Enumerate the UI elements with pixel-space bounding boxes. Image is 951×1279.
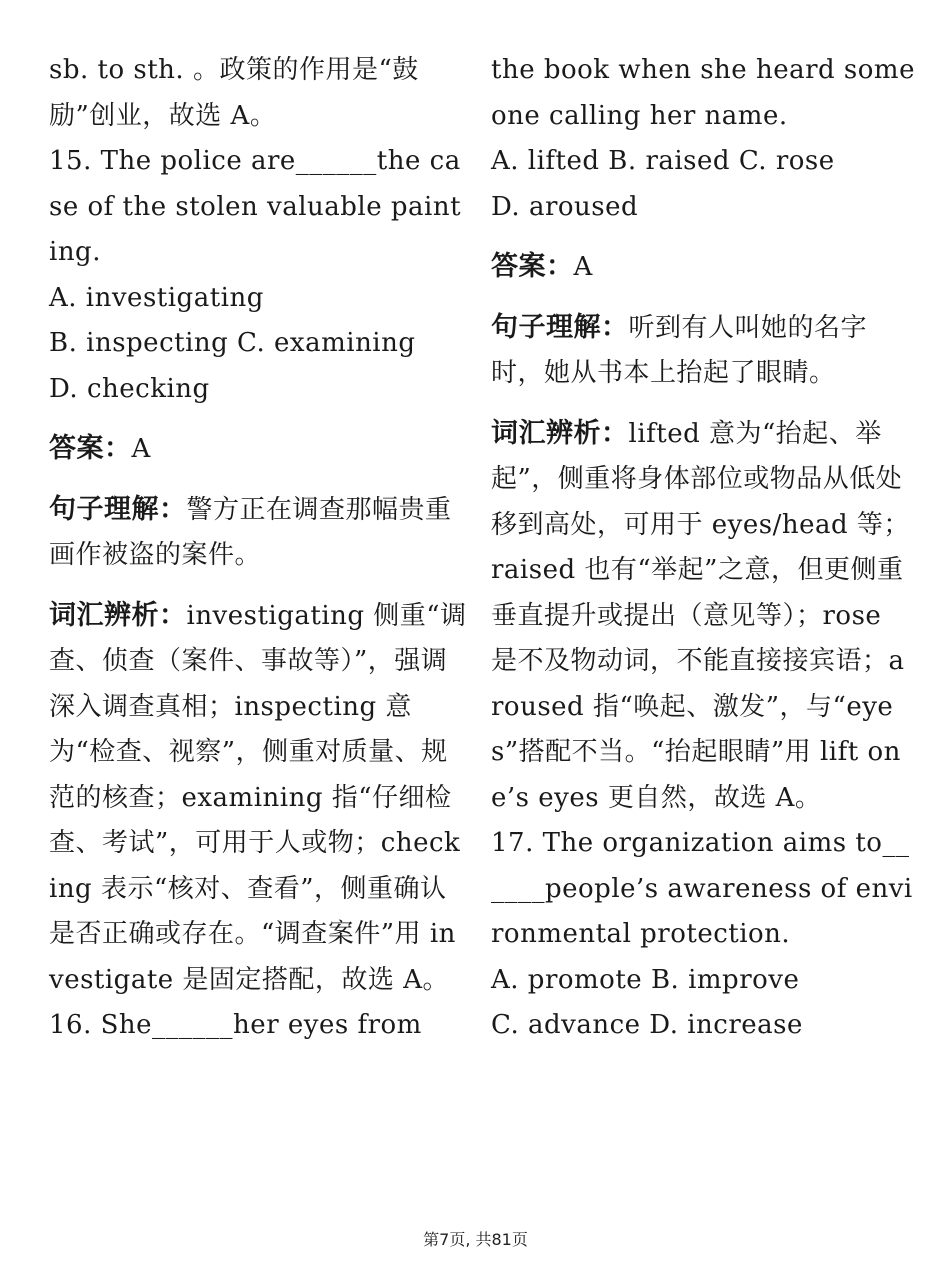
sentence-label: 句子理解： [491, 311, 629, 343]
question-16-vocabulary-analysis [491, 411, 916, 822]
vocab-label: 词汇辨析： [49, 599, 187, 631]
previous-explanation-end: sb. to sth. 。政策的作用是“鼓励”创业，故选 A。 [49, 55, 419, 131]
question-15-answer [49, 426, 469, 473]
question-17-stem: 17. The organization aims to______people’s awareness of environmental protection. [491, 828, 913, 949]
question-16-stem-start: 16. She______her eyes from [49, 1010, 422, 1040]
question-16-option-d: D. aroused [491, 191, 639, 222]
sentence-label: 句子理解： [49, 493, 187, 525]
question-16-options-abc: A. lifted B. raised C. rose [491, 146, 835, 176]
question-16-answer [491, 244, 916, 291]
sentence-text: 警方正在调查那幅贵重画作被盗的案件。 [49, 494, 452, 570]
question-15-vocabulary-analysis [49, 593, 469, 1004]
answer-value: A [131, 434, 151, 464]
page-footer: 第7页, 共81页 [423, 1230, 528, 1249]
question-15-stem: 15. The police are______the case of the stolen valuable painting. [49, 146, 462, 267]
question-15-options-bc: B. inspecting C. examining [49, 328, 416, 358]
question-16-sentence-understanding [491, 305, 916, 397]
question-15-option-d: D. checking [49, 373, 210, 404]
question-17-options-cd: C. advance D. increase [491, 1010, 803, 1040]
question-16-stem-continued: the book when she heard someone calling her name. [491, 55, 915, 131]
question-15-option-a: A. investigating [49, 282, 264, 313]
question-17-options-ab: A. promote B. improve [491, 964, 800, 995]
question-15-sentence-understanding [49, 487, 469, 579]
right-column [491, 48, 916, 1049]
vocab-text: lifted 意为“抬起、举起”，侧重将身体部位或物品从低处移到高处，可用于 eyes/head 等；raised 也有“举起”之意，但更侧重垂直提升或提出（意见等）；rose 是不及物动词，不能直接接宾语；aroused 指“唤起、激发”，与“eyes”搭配不当。“抬起眼睛”用 lift one’s eyes 更自然，故选 A。 [491, 418, 910, 813]
left-column [49, 48, 469, 1049]
vocab-label: 词汇辨析： [491, 417, 629, 449]
answer-label: 答案： [49, 433, 132, 464]
answer-label: 答案： [491, 251, 574, 282]
answer-value: A [573, 252, 593, 282]
sentence-text: 听到有人叫她的名字时，她从书本上抬起了眼睛。 [491, 312, 868, 388]
vocab-text: investigating 侧重“调查、侦查（案件、事故等）”，强调深入调查真相；inspecting 意为“检查、视察”，侧重对质量、规范的核查；examining 指“仔细检查、考试”，可用于人或物；checking 表示“核对、查看”，侧重确认是否正确或存在。“调查案件”用 investigate 是固定搭配，故选 A。 [49, 600, 467, 995]
